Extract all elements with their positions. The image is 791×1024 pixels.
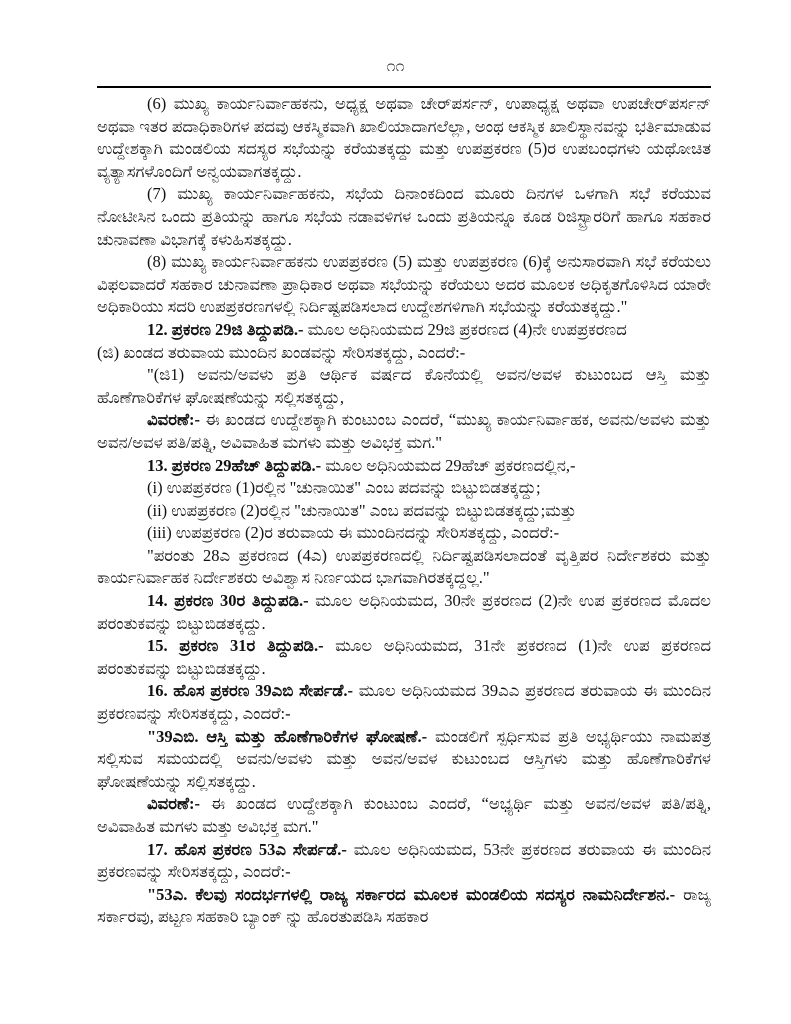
clause-j1-text: "(ಜಿ1) ಅವನು/ಅವಳು ಪ್ರತಿ ಆರ್ಥಿಕ ವರ್ಷದ ಕೊನೆಯಲ್ಲಿ ಅವನ/ಅವಳ ಕುಟುಂಬದ ಆಸ್ತಿ ಮತ್ತು ಹೊಣೆಗಾರಿಕೆಗಳ ಘೋಷಣೆಯನ್ನು ಸಲ್ಲಿಸತಕ್ಕದ್ದು, xyxy=(97,365,711,407)
section-16-heading-paragraph xyxy=(97,680,711,725)
section-12-heading: 12. ಪ್ರಕರಣ 29ಜಿ ತಿದ್ದುಪಡಿ.- xyxy=(147,319,304,339)
clause-6-paragraph xyxy=(97,93,711,183)
section-16-text: ಮೂಲ ಅಧಿನಿಯಮದ 39ಎಎ ಪ್ರಕರಣದ ತರುವಾಯ ಈ ಮುಂದಿನ ಪ್ರಕರಣವನ್ನು ಸೇರಿಸತಕ್ಕದ್ದು, ಎಂದರೆ:- xyxy=(97,681,711,724)
clause-j-text: (ಜಿ) ಖಂಡದ ತರುವಾಯ ಮುಂದಿನ ಖಂಡವನ್ನು ಸೇರಿಸತಕ್ಕದ್ದು, ಎಂದರೆ:- xyxy=(97,342,466,362)
clause-7-paragraph xyxy=(97,183,711,251)
proviso-text: "ಪರಂತು 28ಎ ಪ್ರಕರಣದ (4ಎ) ಉಪಪ್ರಕರಣದಲ್ಲಿ ನಿರ್ದಿಷ್ಟಪಡಿಸಲಾದಂತೆ ವೃತ್ತಿಪರ ನಿರ್ದೇಶಕರು ಮತ್ತು ಕಾರ್ಯನಿರ್ವಾಹಕ ನಿರ್ದೇಶಕರು ಅವಿಶ್ವಾಸ ನಿರ್ಣಯದ ಭಾಗವಾಗಿರತಕ್ಕದ್ದಲ್ಲ." xyxy=(97,545,711,588)
section-53a-paragraph xyxy=(97,884,711,929)
item-ii-paragraph xyxy=(97,500,711,523)
item-iii-text: (iii) ಉಪಪ್ರಕರಣ (2)ರ ತರುವಾಯ ಈ ಮುಂದಿನದನ್ನು ಸೇರಿಸತಕ್ಕದ್ದು, ಎಂದರೆ:- xyxy=(147,523,560,543)
proviso-paragraph xyxy=(97,545,711,590)
section-16-heading: 16. ಹೊಸ ಪ್ರಕರಣ 39ಎಬಿ ಸೇರ್ಪಡೆ.- xyxy=(147,681,354,701)
explanation-16-text: ಈ ಖಂಡದ ಉದ್ದೇಶಕ್ಕಾಗಿ ಕುಂಟುಂಬ ಎಂದರೆ, “ಅಭ್ಯರ್ಥಿ ಮತ್ತು ಅವನ/ಅವಳ ಪತಿ/ಪತ್ನಿ, ಅವಿವಾಹಿತ ಮಗಳು ಮತ್ತು ಅವಿಭಕ್ತ ಮಗ." xyxy=(97,794,711,836)
clause-8-paragraph xyxy=(97,251,711,319)
explanation-12-text: ಈ ಖಂಡದ ಉದ್ದೇಶಕ್ಕಾಗಿ ಕುಂಟುಂಬ ಎಂದರೆ, “ಮುಖ್ಯ ಕಾರ್ಯನಿರ್ವಾಹಕ, ಅವನು/ಅವಳು ಮತ್ತು ಅವನ/ಅವಳ ಪತಿ/ಪತ್ನಿ, ಅವಿವಾಹಿತ ಮಗಳು ಮತ್ತು ಅವಿಭಕ್ತ ಮಗ." xyxy=(97,410,711,452)
clause-8-text: (8) ಮುಖ್ಯ ಕಾರ್ಯನಿರ್ವಾಹಕನು ಉಪಪ್ರಕರಣ (5) ಮತ್ತು ಉಪಪ್ರಕರಣ (6)ಕ್ಕೆ ಅನುಸಾರವಾಗಿ ಸಭೆ ಕರೆಯಲು ವಿಫಲವಾದರೆ ಸಹಕಾರ ಚುನಾವಣಾ ಪ್ರಾಧಿಕಾರ ಅಥವಾ ಸಭೆಯನ್ನು ಕರೆಯಲು ಅದರ ಮೂಲಕ ಅಧಿಕೃತಗೊಳಿಸಿದ ಯಾರೇ ಅಧಿಕಾರಿಯು ಸದರಿ ಉಪಪ್ರಕರಣಗಳಲ್ಲಿ ನಿರ್ದಿಷ್ಟಪಡಿಸಲಾದ ಉದ್ದೇಶಗಳಿಗಾಗಿ ಸಭೆಯನ್ನು ಕರೆಯತಕ್ಕದ್ದು." xyxy=(97,252,711,317)
section-15-heading: 15. ಪ್ರಕರಣ 31ರ ತಿದ್ದುಪಡಿ.- xyxy=(147,636,324,656)
section-12-heading-paragraph xyxy=(97,319,711,342)
item-iii-paragraph xyxy=(97,522,711,545)
clause-j-leadin-paragraph xyxy=(97,342,711,365)
section-13-text: ಮೂಲ ಅಧಿನಿಯಮದ 29ಹೆಚ್ ಪ್ರಕರಣದಲ್ಲಿನ,- xyxy=(321,455,576,475)
section-53a-heading: "53ಎ. ಕೆಲವು ಸಂದರ್ಭಗಳಲ್ಲಿ ರಾಜ್ಯ ಸರ್ಕಾರದ ಮೂಲಕ ಮಂಡಲಿಯ ಸದಸ್ಯರ ನಾಮನಿರ್ದೇಶನ.- xyxy=(147,884,676,904)
section-17-text: ಮೂಲ ಅಧಿನಿಯಮದ, 53ನೇ ಪ್ರಕರಣದ ತರುವಾಯ ಈ ಮುಂದಿನ ಪ್ರಕರಣವನ್ನು ಸೇರಿಸತಕ್ಕದ್ದು, ಎಂದರೆ:- xyxy=(97,839,711,882)
section-12-text: ಮೂಲ ಅಧಿನಿಯಮದ 29ಜಿ ಪ್ರಕರಣದ (4)ನೇ ಉಪಪ್ರಕರಣದ xyxy=(303,319,627,339)
section-14-text: ಮೂಲ ಅಧಿನಿಯಮದ, 30ನೇ ಪ್ರಕರಣದ (2)ನೇ ಉಪ ಪ್ರಕರಣದ ಮೊದಲ ಪರಂತುಕವನ್ನು ಬಿಟ್ಟುಬಿಡತಕ್ಕದ್ದು. xyxy=(97,591,711,633)
header-rule-divider xyxy=(97,86,711,88)
section-39ab-paragraph xyxy=(97,726,711,794)
clause-7-text: (7) ಮುಖ್ಯ ಕಾರ್ಯನಿರ್ವಾಹಕನು, ಸಭೆಯ ದಿನಾಂಕದಿಂದ ಮೂರು ದಿನಗಳ ಒಳಗಾಗಿ ಸಭೆ ಕರೆಯುವ ನೋಟೀಸಿನ ಒಂದು ಪ್ರತಿಯನ್ನು ಹಾಗೂ ಸಭೆಯ ನಡಾವಳಿಗಳ ಒಂದು ಪ್ರತಿಯನ್ನೂ ಕೂಡ ರಿಜಿಸ್ಟ್ರಾರರಿಗೆ ಹಾಗೂ ಸಹಕಾರ ಚುನಾವಣಾ ವಿಭಾಗಕ್ಕೆ ಕಳುಹಿಸತಕ್ಕದ್ದು. xyxy=(97,184,711,249)
section-53a-text: ರಾಜ್ಯ ಸರ್ಕಾರವು, ಪಟ್ಟಣ ಸಹಕಾರಿ ಬ್ಯಾಂಕ್ ನ್ನು ಹೊರತುಪಡಿಸಿ ಸಹಕಾರ xyxy=(97,884,711,927)
section-15-text: ಮೂಲ ಅಧಿನಿಯಮದ, 31ನೇ ಪ್ರಕರಣದ (1)ನೇ ಉಪ ಪ್ರಕರಣದ ಪರಂತುಕವನ್ನು ಬಿಟ್ಟುಬಿಡತಕ್ಕದ್ದು. xyxy=(97,636,711,678)
section-39ab-text: ಮಂಡಲಿಗೆ ಸ್ಪರ್ಧಿಸುವ ಪ್ರತಿ ಅಭ್ಯರ್ಥಿಯು ನಾಮಪತ್ರ ಸಲ್ಲಿಸುವ ಸಮಯದಲ್ಲಿ ಅವನು/ಅವಳು ಮತ್ತು ಅವನ/ಅವಳ ಕುಟುಂಬದ ಆಸ್ತಿಗಳು ಮತ್ತು ಹೊಣೆಗಾರಿಕೆಗಳ ಘೋಷಣೆಯನ್ನು ಸಲ್ಲಿಸತಕ್ಕದ್ದು. xyxy=(97,726,712,791)
section-14-heading: 14. ಪ್ರಕರಣ 30ರ ತಿದ್ದುಪಡಿ.- xyxy=(147,591,309,611)
section-17-heading: 17. ಹೊಸ ಪ್ರಕರಣ 53ಎ ಸೇರ್ಪಡೆ.- xyxy=(147,839,347,859)
section-39ab-heading: "39ಎಬಿ. ಆಸ್ತಿ ಮತ್ತು ಹೊಣೆಗಾರಿಕೆಗಳ ಘೋಷಣೆ.- xyxy=(147,726,428,746)
page-number: ೧೧ xyxy=(386,58,405,75)
document-body xyxy=(97,93,711,929)
explanation-12-label: ವಿವರಣೆ:- xyxy=(147,410,200,430)
item-i-text: (i) ಉಪಪ್ರಕರಣ (1)ರಲ್ಲಿನ "ಚುನಾಯಿತ" ಎಂಬ ಪದವನ್ನು ಬಿಟ್ಟುಬಿಡತಕ್ಕದ್ದು; xyxy=(147,478,541,498)
explanation-section-16-paragraph xyxy=(97,793,711,838)
clause-6-text: (6) ಮುಖ್ಯ ಕಾರ್ಯನಿರ್ವಾಹಕನು, ಅಧ್ಯಕ್ಷ ಅಥವಾ ಚೇರ್‌ಪರ್ಸನ್, ಉಪಾಧ್ಯಕ್ಷ ಅಥವಾ ಉಪಚೇರ್‌ಪರ್ಸನ್ ಅಥವಾ ಇತರ ಪದಾಧಿಕಾರಿಗಳ ಪದವು ಆಕಸ್ಮಿಕವಾಗಿ ಖಾಲಿಯಾದಾಗಲೆಲ್ಲಾ, ಅಂಥ ಆಕಸ್ಮಿಕ ಖಾಲಿಸ್ಥಾನವನ್ನು ಭರ್ತಿಮಾಡುವ ಉದ್ದೇಶಕ್ಕಾಗಿ ಮಂಡಲಿಯ ಸದಸ್ಯರ ಸಭೆಯನ್ನು ಕರೆಯತಕ್ಕದ್ದು ಮತ್ತು ಉಪಪ್ರಕರಣ (5)ರ ಉಪಬಂಧಗಳು ಯಥೋಚಿತ ವ್ಯತ್ಯಾಸಗಳೊಂದಿಗೆ ಅನ್ವಯವಾಗತಕ್ಕದ್ದು. xyxy=(97,94,711,181)
section-15-paragraph xyxy=(97,635,711,680)
explanation-16-label: ವಿವರಣೆ:- xyxy=(147,794,200,814)
section-14-paragraph xyxy=(97,590,711,635)
section-17-heading-paragraph xyxy=(97,839,711,884)
explanation-section-12-paragraph xyxy=(97,409,711,454)
item-ii-text: (ii) ಉಪಪ್ರಕರಣ (2)ರಲ್ಲಿನ "ಚುನಾಯಿತ" ಎಂಬ ಪದವನ್ನು ಬಿಟ್ಟುಬಿಡತಕ್ಕದ್ದು;ಮತ್ತು xyxy=(147,500,577,520)
item-i-paragraph xyxy=(97,477,711,500)
section-13-heading: 13. ಪ್ರಕರಣ 29ಹೆಚ್ ತಿದ್ದುಪಡಿ.- xyxy=(147,455,322,475)
section-13-heading-paragraph xyxy=(97,455,711,478)
clause-j1-paragraph xyxy=(97,364,711,409)
